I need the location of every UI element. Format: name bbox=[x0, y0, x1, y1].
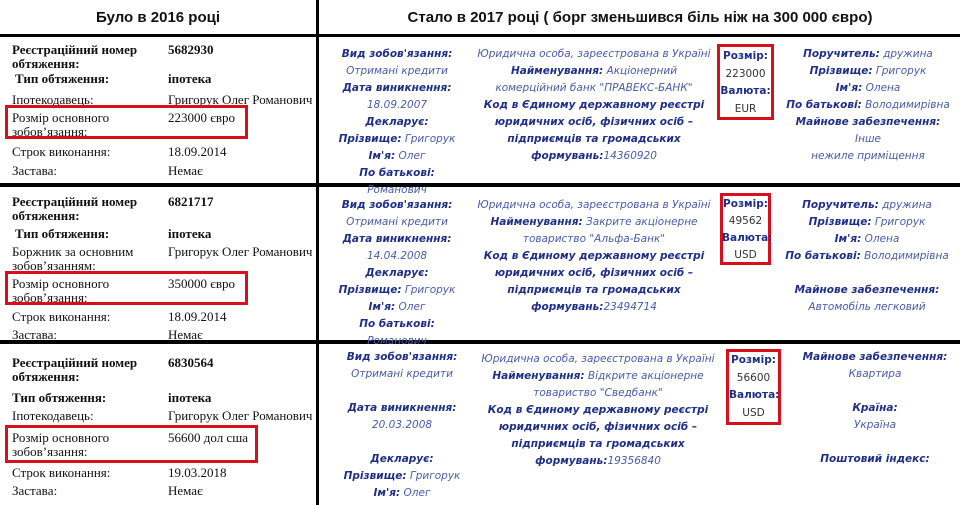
currency-value: USD bbox=[734, 249, 757, 261]
amount-label: Розмір основного зобов’язання: bbox=[12, 430, 110, 459]
postal-code-label: Поштовий індекс: bbox=[820, 453, 930, 465]
bank-label: Найменування: bbox=[490, 216, 583, 228]
surname-value: Григорук bbox=[409, 470, 461, 482]
reg-number-label: Реєстраційний номер обтяження: bbox=[12, 355, 138, 384]
guarantor-value: дружина bbox=[883, 48, 933, 60]
surname-label: Прізвище: bbox=[343, 470, 407, 482]
bank-value: Відкрите акціонерне товариство "Сведбанк" bbox=[533, 370, 704, 399]
origin-date-label: Дата виникнення: bbox=[347, 402, 457, 414]
size-label: Розмір: bbox=[723, 50, 768, 62]
obligation-type-value: Отримані кредити bbox=[346, 216, 448, 228]
guarantor-label: Поручитель: bbox=[802, 199, 879, 211]
encumbrance-type-label: Тип обтяження: bbox=[15, 71, 110, 86]
guarantor-patronymic-label: По батькові: bbox=[786, 99, 862, 111]
declarant-block bbox=[328, 197, 466, 350]
entity-text: Юридична особа, зареєстрована в Україні bbox=[481, 353, 715, 365]
header-2016: Було в 2016 році bbox=[95, 8, 221, 26]
encumbrance-type-label: Тип обтяження: bbox=[15, 226, 110, 241]
entity-text: Юридична особа, зареєстрована в Україні bbox=[477, 48, 711, 60]
reg-number-label: Реєстраційний номер обтяження: bbox=[12, 42, 138, 71]
guarantor-name-label: Ім'я: bbox=[835, 82, 863, 94]
reg-number-value: 5682930 bbox=[168, 42, 214, 57]
guarantor-name-value: Олена bbox=[865, 82, 901, 94]
currency-label: Валюта: bbox=[720, 85, 771, 97]
declarant-label: Декларує: bbox=[365, 267, 429, 279]
creditor-block bbox=[474, 197, 714, 316]
origin-date-label: Дата виникнення: bbox=[342, 233, 452, 245]
size-value: 56600 bbox=[736, 371, 771, 384]
guarantor-patronymic-value: Володимирівна bbox=[865, 99, 950, 111]
name-label: Ім'я: bbox=[368, 301, 396, 313]
size-block bbox=[729, 352, 778, 422]
registry-code-label: Код в Єдиному державному реєстрі юридичних осіб, фізичних осіб – підприємців та громадських формувань: bbox=[483, 250, 705, 313]
patronymic-value: Романович bbox=[367, 184, 427, 196]
origin-date-value: 20.03.2008 bbox=[371, 419, 433, 431]
party-value: Григорук Олег Романович bbox=[168, 408, 313, 423]
size-value: 49562 bbox=[728, 215, 763, 227]
term-label: Строк виконання: bbox=[12, 465, 111, 480]
guarantor-patronymic-value: Володимирівна bbox=[864, 250, 949, 262]
surname-value: Григорук bbox=[404, 133, 456, 145]
encumbrance-type-value: іпотека bbox=[168, 226, 212, 241]
size-value: 223000 bbox=[725, 67, 766, 80]
term-value: 18.09.2014 bbox=[168, 309, 227, 324]
pledge-value: Немає bbox=[168, 483, 203, 498]
row-divider-2 bbox=[0, 340, 960, 344]
reg-number-value: 6821717 bbox=[168, 194, 214, 209]
collateral-label: Майнове забезпечення: bbox=[794, 284, 940, 296]
row-divider-1 bbox=[0, 183, 960, 187]
creditor-block bbox=[474, 46, 714, 165]
size-block bbox=[722, 196, 773, 264]
registry-code-value: 19356840 bbox=[607, 455, 661, 467]
header-divider bbox=[0, 34, 960, 37]
party-label: Іпотекодавець: bbox=[12, 408, 94, 423]
guarantor-name-value: Олена bbox=[864, 233, 900, 245]
origin-date-label: Дата виникнення: bbox=[342, 82, 452, 94]
term-label: Строк виконання: bbox=[12, 309, 111, 324]
patronymic-value: Романович bbox=[367, 335, 427, 347]
obligation-type-value: Отримані кредити bbox=[346, 65, 448, 77]
bank-label: Найменування: bbox=[510, 65, 604, 77]
origin-date-value: 14.04.2008 bbox=[366, 250, 428, 262]
guarantor-block bbox=[774, 197, 960, 316]
size-block bbox=[720, 48, 771, 118]
creditor-block bbox=[478, 351, 718, 470]
party-label: Іпотекодавець: bbox=[12, 92, 94, 107]
bank-value: Закрите акціонерне товариство "Альфа-Банк" bbox=[522, 216, 698, 245]
declarant-label: Декларує: bbox=[370, 453, 434, 465]
pledge-label: Застава: bbox=[12, 163, 58, 178]
collateral-block bbox=[790, 349, 960, 468]
name-label: Ім'я: bbox=[368, 150, 396, 162]
guarantor-block bbox=[776, 46, 960, 165]
size-label: Розмір: bbox=[723, 198, 768, 210]
name-value: Олег bbox=[398, 301, 426, 313]
term-value: 19.03.2018 bbox=[168, 465, 227, 480]
patronymic-label: По батькові: bbox=[359, 318, 435, 330]
column-divider bbox=[316, 0, 319, 505]
registry-code-value: 14360920 bbox=[603, 150, 657, 162]
guarantor-surname-label: Прізвище: bbox=[809, 65, 873, 77]
term-value: 18.09.2014 bbox=[168, 144, 227, 159]
encumbrance-type-value: іпотека bbox=[168, 390, 212, 405]
party-value: Григорук Олег Романович bbox=[168, 244, 313, 259]
amount-value: 56600 дол сша bbox=[168, 430, 248, 445]
collateral-value: Квартира bbox=[848, 368, 902, 380]
collateral-value: Інше bbox=[854, 133, 882, 145]
obligation-type-label: Вид зобов'язання: bbox=[341, 199, 453, 211]
amount-label: Розмір основного зобов’язання: bbox=[12, 110, 110, 139]
surname-value: Григорук bbox=[404, 284, 456, 296]
surname-label: Прізвище: bbox=[338, 133, 402, 145]
pledge-label: Застава: bbox=[12, 327, 58, 342]
guarantor-patronymic-label: По батькові: bbox=[785, 250, 861, 262]
guarantor-surname-label: Прізвище: bbox=[808, 216, 872, 228]
name-label: Ім'я: bbox=[373, 487, 401, 499]
guarantor-value: дружина bbox=[882, 199, 932, 211]
registry-code-value: 23494714 bbox=[603, 301, 657, 313]
guarantor-surname-value: Григорук bbox=[875, 65, 927, 77]
pledge-label: Заставa: bbox=[12, 483, 58, 498]
collateral-label: Майнове забезпечення: bbox=[795, 116, 941, 128]
highlight-box bbox=[5, 105, 248, 139]
declarant-block bbox=[328, 46, 466, 199]
currency-value: EUR bbox=[734, 102, 757, 115]
currency-value: USD bbox=[742, 406, 765, 419]
patronymic-label: По батькові: bbox=[359, 167, 435, 179]
guarantor-name-label: Ім'я: bbox=[834, 233, 862, 245]
currency-label: Валюта: bbox=[729, 389, 780, 401]
party-label: Боржник за основним зобов’язанням: bbox=[12, 244, 134, 273]
reg-number-value: 6830564 bbox=[168, 355, 214, 370]
bank-value: Акціонерний комерційний банк "ПРАВЕКС-БАНК" bbox=[495, 65, 693, 94]
declarant-block bbox=[328, 349, 476, 502]
declarant-label: Декларує: bbox=[365, 116, 429, 128]
highlight-box bbox=[5, 271, 248, 305]
header-2017: Стало в 2017 році ( борг зменьшився біль ніж на 300 000 євро) bbox=[407, 8, 873, 26]
amount-label: Розмір основного зобов’язання: bbox=[12, 276, 110, 305]
obligation-type-label: Вид зобов'язання: bbox=[346, 351, 458, 363]
highlight-box bbox=[5, 425, 258, 463]
country-value: Україна bbox=[853, 419, 897, 431]
party-value: Григорук Олег Романович bbox=[168, 92, 313, 107]
amount-value: 350000 євро bbox=[168, 276, 235, 291]
pledge-value: Немає bbox=[168, 163, 203, 178]
collateral-label: Майнове забезпечення: bbox=[802, 351, 948, 363]
reg-number-label: Реєстраційний номер обтяження: bbox=[12, 194, 138, 223]
currency-label: Валюта: bbox=[722, 232, 773, 244]
collateral-value-detail: нежиле приміщення bbox=[811, 150, 925, 162]
term-label: Строк виконання: bbox=[12, 144, 111, 159]
encumbrance-type-label: Тип обтяження: bbox=[12, 390, 107, 405]
encumbrance-type-value: іпотека bbox=[168, 71, 212, 86]
size-label: Розмір: bbox=[731, 354, 776, 366]
country-label: Країна: bbox=[852, 402, 898, 414]
amount-value: 223000 євро bbox=[168, 110, 235, 125]
registry-code-label: Код в Єдиному державному реєстрі юридичних осіб, фізичних осіб – підприємців та громадських формувань: bbox=[487, 404, 709, 467]
collateral-value: Автомобіль легковий bbox=[808, 301, 926, 313]
guarantor-label: Поручитель: bbox=[803, 48, 880, 60]
name-value: Олег bbox=[398, 150, 426, 162]
name-value: Олег bbox=[403, 487, 431, 499]
guarantor-surname-value: Григорук bbox=[874, 216, 926, 228]
bank-label: Найменування: bbox=[492, 370, 585, 382]
surname-label: Прізвище: bbox=[338, 284, 402, 296]
registry-code-label: Код в Єдиному державному реєстрі юридичних осіб, фізичних осіб – підприємців та громадських формувань: bbox=[483, 99, 705, 162]
origin-date-value: 18.09.2007 bbox=[366, 99, 428, 111]
obligation-type-value: Отримані кредити bbox=[351, 368, 453, 380]
entity-text: Юридична особа, зареєстрована в Україні bbox=[477, 199, 711, 211]
pledge-value: Немає bbox=[168, 327, 203, 342]
obligation-type-label: Вид зобов'язання: bbox=[341, 48, 453, 60]
